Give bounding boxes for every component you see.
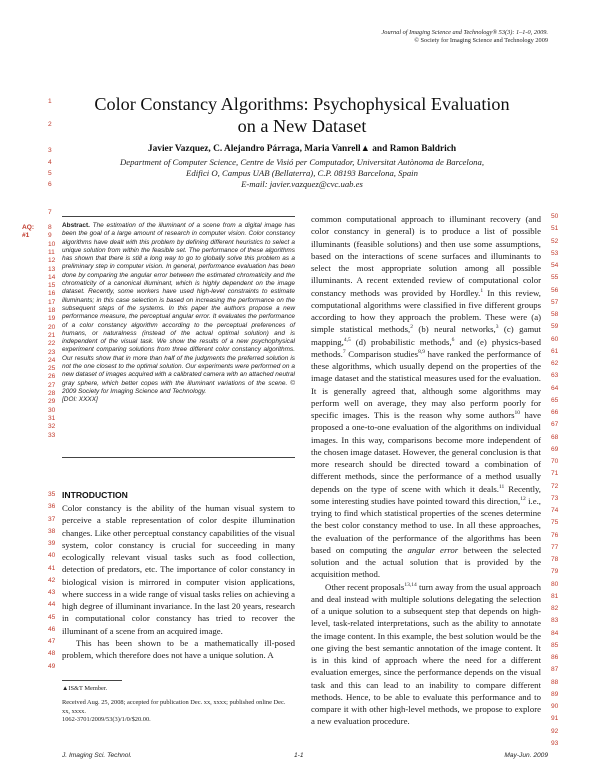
line-number: 44 [48,601,56,609]
journal-reference [382,29,549,45]
line-number: 67 [551,421,559,429]
line-number: 89 [551,690,559,698]
line-number: 20 [48,323,56,331]
line-number: 51 [551,225,559,233]
line-number: 85 [551,641,559,649]
line-number: 8 [48,224,52,231]
line-number: 7 [48,209,52,216]
line-number: 12 [48,257,56,265]
line-number: 9 [48,232,52,240]
citation: 6 [451,336,455,343]
line-number: 78 [551,556,559,563]
text-run: common computational approach to illuminant recovery (and color constancy in general) is to produce a list of possible illuminants (feasible solutions) and then use some assumptions, based on the interactions of scene surfaces and illuminants to select the most appropriate solution among all possible illuminants. A recent extended review of computational color constancy methods was provided by Hordley. [311,214,541,298]
line-number: 13 [48,265,56,273]
citation: 4,5 [343,336,351,343]
line-number: 4 [48,159,52,166]
author-query-marker [22,224,34,240]
abstract-text: The estimation of the illuminant of a scene from a digital image has been the goal of a large amount of research in computer vision. Color constancy algorithms have dealt with this problem by defining different heuristics to select a unique solution from within the feasible set. The performance of these algorithms has shown that there is still a long way to go to globally solve this problem as a preliminary step in computer vision. In general, performance evaluation has been done by comparing the angular error between the estimated chromaticity and the chromaticity of a canonical illuminant, which is highly dependent on the image dataset. Recently, some workers have used high-level constraints to estimate illuminants; in this case selection is based on increasing the performance on the subsequent steps of the systems. In this paper the authors propose a new performance measure, the perceptual angular error. It evaluates the performance of a color constancy algorithm according to the perceptual preferences of humans, or naturalness (instead of the actual optimal solution) and is independent of the visual task. We show the results of a new psychophysical experiment comparing solutions from three different color constancy algorithms. Our results show that in more than half of the judgments the preferred solution is not the one closest to the optimal solution. Our experiments were performed on a new dataset of images acquired with a calibrated camera with an attached neutral gray sphere, which better copes with the illuminant variations of the scene. [62,222,295,387]
title-line-2: on a New Dataset [237,116,367,136]
line-number: 69 [551,445,559,453]
line-number: 40 [48,552,56,560]
footer-page-number: 1-1 [294,752,304,759]
line-number: 17 [48,298,56,306]
citation: 8,9 [418,348,425,355]
line-number: 27 [48,381,56,389]
line-number: 28 [48,390,56,397]
line-number: 23 [48,348,56,356]
line-number: 75 [551,519,559,527]
line-number: 5 [48,170,52,177]
text-run: Other recent proposals [325,581,405,592]
text-run: (c) gamut mapping, [311,324,541,347]
line-number: 6 [48,181,52,188]
text-run: (d) probabilistic methods, [350,336,452,347]
line-number: 55 [551,274,559,282]
line-number: 54 [551,262,559,269]
abstract-copyright: © 2009 Society for Imaging Science and Technology. [62,379,295,395]
aq-number: #1 [22,232,30,239]
line-number: 3 [48,147,52,154]
line-number: 47 [48,638,56,645]
line-number: 68 [551,433,559,441]
line-number: 56 [551,286,559,294]
emphasis-term: angular error [407,544,459,555]
line-number: 14 [48,273,56,281]
text-run: (b) neural networks, [412,324,496,335]
line-number: 30 [48,406,56,414]
line-number: 38 [48,527,56,535]
line-number: 76 [551,531,559,539]
line-number: 22 [48,340,56,348]
intro-paragraph-2: This has been shown to be a mathematically ill-posed problem, which therefore does not have a unique solution. A [62,637,295,660]
footnote-received: Received Aug. 25, 2008; accepted for publication Dec. xx, xxxx; published online Dec. xx, xxxx. [62,699,286,715]
line-number: 45 [48,613,56,621]
section-heading: INTRODUCTION [62,490,128,500]
line-number: 91 [551,715,559,723]
text-run: and (e) physics-based methods. [311,336,541,359]
line-number: 10 [48,240,56,248]
right-paragraph-2 [311,581,541,728]
line-number: 19 [48,315,56,323]
line-number: 66 [551,409,559,416]
line-number: 84 [551,629,559,637]
line-number: 74 [551,507,559,514]
line-number: 60 [551,335,559,343]
footnote-issn: 1062-3701/2009/53(3)/1/0/$20.00. [62,715,151,723]
citation: 12 [520,495,526,502]
intro-paragraph-1: Color constancy is the ability of the human visual system to perceive a stable representation of color despite illumination changes. Like other perceptual constancy capabilities of the visual system, color constancy is crucial for succeeding in many ecologically relevant visual tasks such as food collection, detection of predators, etc. The importance of color constancy in biological vision is mirrored in computer vision applications, where success in a wide range of visual tasks relies on achieving a high degree of illuminant invariance. In the last 20 years, research in computational color constancy has tried to recover the illuminant of a scene from an acquired image. [62,503,295,636]
line-number: 2 [48,121,52,128]
citation: 3 [495,324,499,331]
citation: 2 [410,324,413,331]
text-run: In this review, computational algorithms were classified in five different groups according to how they approach the problem. These were (a) simple statistical methods, [311,287,541,335]
line-number: 72 [551,482,559,490]
footer-date: May-Jun. 2009 [504,752,548,759]
line-number: 77 [551,543,559,551]
line-number: 42 [48,576,56,584]
line-number: 52 [551,237,559,245]
line-number: 64 [551,384,559,392]
footnote-rule [62,680,122,681]
line-number: 41 [48,564,56,572]
text-run: Recently, some interesting studies have pointed toward this direction, [311,483,541,506]
citation: 13,14 [404,581,417,588]
text-run: have ranked the performance of these algorithms, which usually depend on the properties of the image dataset and the statistical measures used for the evaluation. It is generally agreed that, although some algorithms may perform well on average, they may also perform poorly for specific images. This is the reason why some authors [311,348,541,420]
abstract-label: Abstract. [62,222,90,229]
line-number: 63 [551,372,559,380]
line-number: 90 [551,703,559,710]
line-number: 81 [551,592,559,600]
line-number: 21 [48,331,56,339]
line-number: 39 [48,540,56,547]
line-number: 1 [48,98,52,105]
line-number: 92 [551,727,559,735]
line-number: 24 [48,356,56,364]
paper-title [62,93,542,137]
title-line-1: Color Constancy Algorithms: Psychophysical Evaluation [94,94,510,114]
text-run: turn away from the usual approach and deal instead with multiple solutions delegating the selection of a unique solution to a subsequent step that depends on high-level, task-related interpretations, such as the ability to annotate the image content. In this example, the best solution would be the one giving the best semantic annotation of the image content. It is in this kind of approach where the need for a different evaluation emerges, since the performance depends on the visual task and this can lead to an inability to compare different methods. Hence, to be able to evaluate this performance and to compare it with other high-level methods, we propose to explore a new evaluation procedure. [311,581,541,727]
line-number: 25 [48,365,56,373]
author-email: E-mail: javier.vazquez@cvc.uab.es [241,179,363,189]
right-column-text [311,213,541,728]
footer-journal: J. Imaging Sci. Technol. [62,752,132,759]
line-number: 57 [551,298,559,306]
line-number: 61 [551,347,559,355]
abstract-bottom-rule [62,457,295,458]
line-number: 36 [48,503,56,511]
line-number: 48 [48,650,56,658]
line-number: 93 [551,739,559,747]
journal-copyright: © Society for Imaging Science and Technology 2009 [414,37,548,45]
journal-citation: Journal of Imaging Science and Technology® 53(3): 1–1-0, 2009. [381,29,548,36]
line-number: 37 [48,515,56,523]
line-number: 11 [48,248,55,256]
line-number: 80 [551,580,559,588]
left-column-text [62,502,295,661]
line-number: 70 [551,458,559,465]
citation: 7 [342,348,346,355]
abstract-block [62,222,295,405]
line-number: 29 [48,398,56,406]
line-number: 71 [551,470,559,478]
line-number: 35 [48,491,56,498]
line-number: 62 [551,360,559,367]
line-number: 58 [551,311,559,318]
line-number: 73 [551,494,559,502]
line-number: 65 [551,396,559,404]
line-number: 16 [48,290,56,298]
citation: 10 [514,410,521,417]
text-run: between the selected solution and the actual solution that is provided by the acquisition method. [311,544,541,580]
affiliation-line-1: Department of Computer Science, Centre de Visió per Computador, Universitat Autònoma de Barcelona, [119,157,485,167]
line-number: 79 [551,568,559,576]
citation: 11 [498,483,505,490]
line-number: 26 [48,373,56,381]
footnotes [62,685,295,724]
footnote-member: ▲IS&T Member. [62,685,108,692]
line-number: 88 [551,678,559,686]
right-paragraph-1 [311,213,541,581]
text-run: Comparison studies [345,348,419,359]
abstract-top-rule [62,216,295,217]
line-number: 18 [48,307,56,314]
line-number: 43 [48,589,56,596]
line-number: 53 [551,249,559,257]
line-number: 46 [48,625,56,633]
line-number: 83 [551,617,559,625]
text-run: have proposed a one-to-one evaluation of the algorithms on individual images. In this way, comparisons become more independent of the chosen image dataset. However, the general conclusion is that more research should be directed toward a combination of different methods, since the performance of a method usually depends on the type of scene with which it deals. [311,410,541,494]
aq-label: AQ: [22,224,35,231]
line-number: 32 [48,423,56,431]
line-number: 87 [551,666,559,674]
author-list: Javier Vazquez, C. Alejandro Párraga, Maria Vanrell▲ and Ramon Baldrich [147,144,457,154]
text-run: i.e., trying to find which statistical properties of the scenes determine the best color constancy method to use. In all these approaches, the evaluation of the performance of the algorithms has been based on computing the [311,495,541,555]
abstract-doi: [DOI: XXXX] [62,396,98,404]
affiliation-line-2: Edifici O, Campus UAB (Bellaterra), C.P. 08193 Barcelona, Spain [186,168,418,178]
line-number: 15 [48,282,56,290]
line-number: 31 [48,414,56,422]
line-number: 33 [48,431,56,439]
line-number: 50 [551,213,559,220]
line-number: 59 [551,323,559,331]
line-number: 82 [551,605,559,612]
citation: 1 [480,287,484,294]
line-number: 49 [48,662,56,670]
line-number: 86 [551,654,559,661]
